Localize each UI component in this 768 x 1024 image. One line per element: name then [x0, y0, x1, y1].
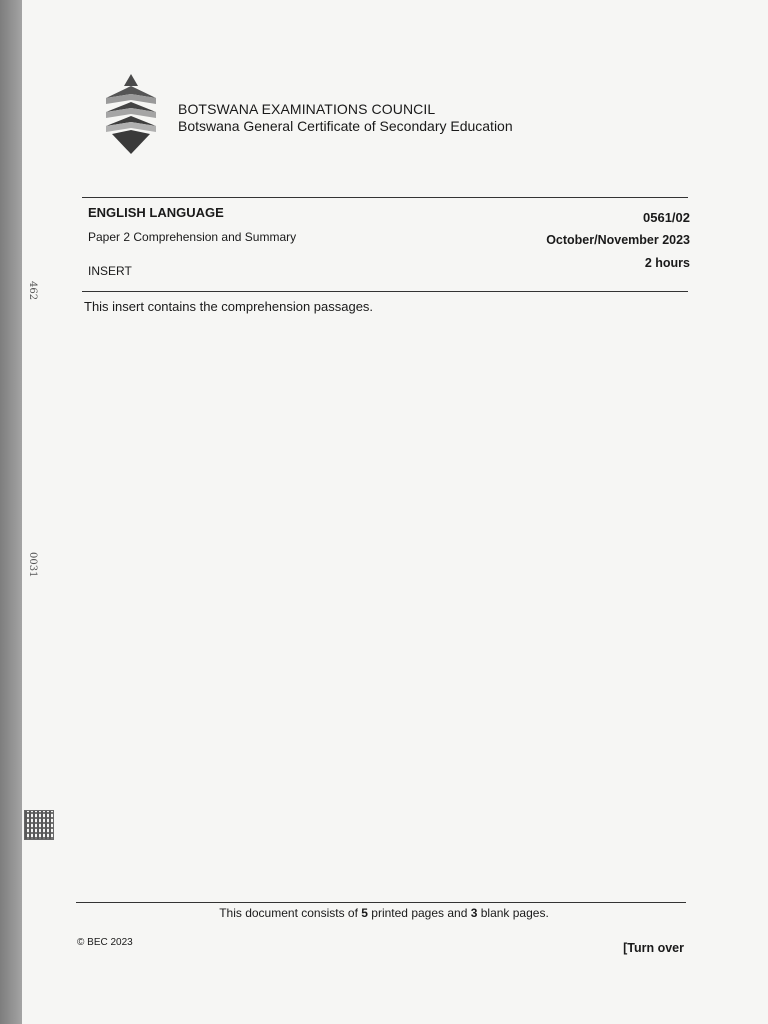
turn-over-label: [Turn over [623, 941, 684, 955]
scan-margin [0, 0, 22, 1024]
org-name: BOTSWANA EXAMINATIONS COUNCIL [178, 101, 436, 117]
page-count-prefix: This document consists of [219, 906, 362, 920]
insert-note: This insert contains the comprehension passages. [84, 299, 374, 314]
top-rule [82, 197, 688, 198]
bec-logo-icon [104, 74, 158, 154]
margin-number-mid: 0031 [27, 552, 38, 578]
page-count-note [0, 906, 768, 920]
page-count-mid: printed pages and [367, 906, 471, 920]
paper-title: Paper 2 Comprehension and Summary [88, 230, 297, 244]
org-block [178, 101, 513, 134]
org-subtitle: Botswana General Certificate of Secondary Education [178, 118, 513, 134]
subject-title: ENGLISH LANGUAGE [88, 205, 224, 220]
page-count-suffix: blank pages. [477, 906, 549, 920]
blank-page-count: 3 [470, 906, 478, 920]
exam-session: October/November 2023 [546, 233, 690, 247]
header-bottom-rule [82, 291, 688, 292]
margin-number-top: 462 [27, 281, 38, 301]
paper-code: 0561/02 [643, 210, 690, 225]
copyright: © BEC 2023 [77, 937, 133, 948]
exam-duration: 2 hours [644, 256, 690, 270]
footer-rule [76, 902, 686, 903]
insert-label: INSERT [88, 264, 132, 278]
barcode-icon [24, 810, 54, 840]
printed-page-count: 5 [361, 906, 368, 920]
